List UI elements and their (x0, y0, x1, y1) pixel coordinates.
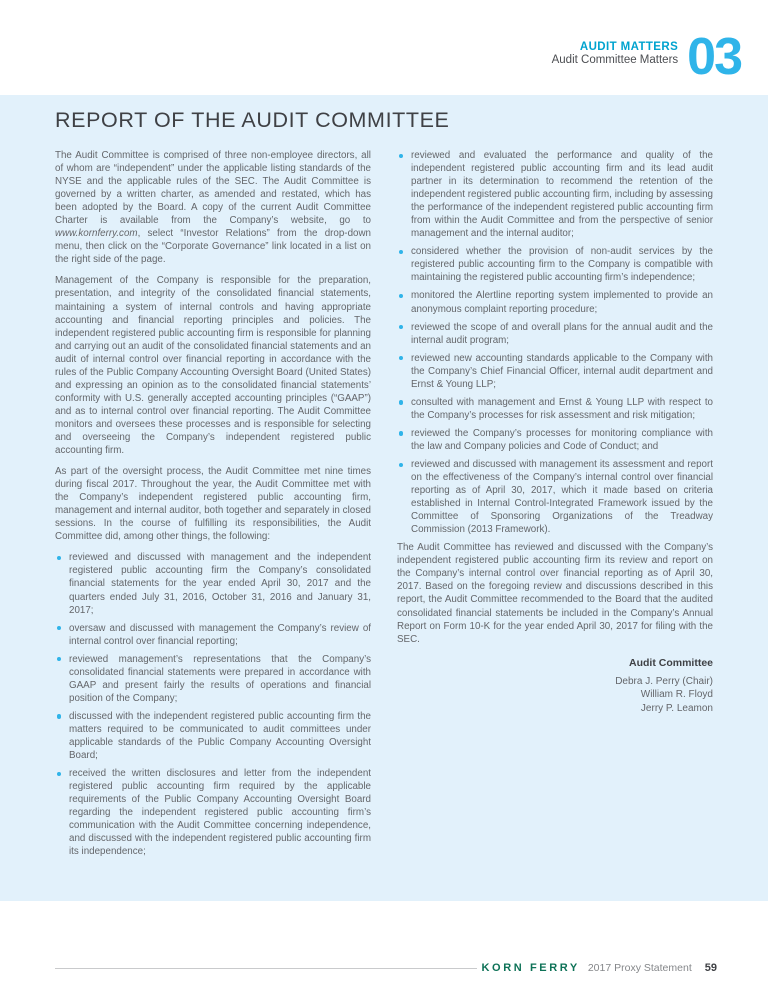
footer-rule (55, 968, 477, 969)
list-item: reviewed new accounting standards applicable to the Company with the Company’s Chief Financial Officer, internal audit department and Ernst & Young LLP; (397, 352, 713, 391)
paragraph-management-responsibility: Management of the Company is responsible for the preparation, presentation, and integrity of the consolidated financial statements, maintaining a system of internal controls and having appropriate accounting and financial reporting principles and policies. The independent registered public accounting firm is responsible for planning and carrying out an audit of the consolidated financial statements and an audit of internal control over financial reporting in accordance with the rules of the Public Company Accounting Oversight Board (United States) and expressing an opinion as to the consolidated financial statements’ conformity with U.S. generally accepted accounting principles (“GAAP”) and as to internal control over financial reporting. The Audit Committee monitors and oversees these processes and is responsible for selecting and overseeing the Company’s independent registered public accounting firm. (55, 275, 371, 457)
paragraph-oversight-process: As part of the oversight process, the Audit Committee met nine times during fiscal 2017. Throughout the year, the Audit Committee met with the Company’s independent registered public accounting firm, management and internal auditor, both together and separately in closed sessions. In the course of fulfilling its responsibilities, the Audit Committee did, among other things, the following: (55, 466, 371, 543)
signature-name: Jerry P. Leamon (640, 702, 713, 714)
list-item: reviewed and discussed with management its assessment and report on the effectiveness of the Company’s internal control over financial reporting as of April 30, 2017, which it made based on criteria established in Internal Control-Integrated Framework issued by the Committee of Sponsoring Organizations of the Treadway Commission (2013 Framework). (397, 458, 713, 536)
list-item: reviewed and evaluated the performance and quality of the independent registered public accounting firm and its lead audit partner in its determination to recommend the retention of the independent registered public accounting firm, including by assessing the performance of the independent registered public accounting firm from within the Audit Committee and from the perspective of senior management and the internal auditor; (397, 149, 713, 240)
paragraph-conclusion: The Audit Committee has reviewed and discussed with the Company’s independent registered public accounting firm its review and report on the Company’s internal control over financial reporting as of April 30, 2017. Based on the foregoing review and discussions described in this report, the Audit Committee recommended to the Board that the audited consolidated financial statements be included in the Company’s Annual Report on Form 10-K for the year ended April 30, 2017 for filing with the SEC. (397, 542, 713, 645)
section-header-labels (552, 36, 679, 66)
list-item: reviewed the Company’s processes for monitoring compliance with the law and Company policies and Code of Conduct; and (397, 427, 713, 453)
page-footer (55, 962, 717, 974)
bullet-list-right (397, 149, 713, 536)
section-number: 03 (687, 28, 741, 86)
list-item: monitored the Alertline reporting system implemented to provide an anonymous complaint reporting procedure; (397, 289, 713, 315)
brand-wordmark: KORN FERRY (481, 962, 580, 974)
right-column (397, 149, 713, 863)
page-number: 59 (704, 962, 717, 974)
left-column (55, 149, 371, 863)
list-item: reviewed management’s representations that the Company’s consolidated financial statements were prepared in accordance with GAAP and present fairly the results of operations and financial position of the Company; (55, 653, 371, 705)
two-column-body (55, 149, 713, 863)
report-title: REPORT OF THE AUDIT COMMITTEE (55, 108, 450, 132)
bullet-list-left (55, 551, 371, 858)
paragraph-charter (55, 149, 371, 266)
signature-heading: Audit Committee (629, 656, 713, 669)
website-link-text: www.kornferry.com (55, 228, 138, 240)
list-item: received the written disclosures and letter from the independent registered public accounting firm required by the applicable requirements of the Public Company Accounting Oversight Board regarding the independent registered public accounting firm’s communication with the Audit Committee concerning independence, and discussed with the independent registered public accounting firm its independence; (55, 767, 371, 858)
signature-block (397, 657, 713, 716)
list-item: considered whether the provision of non-audit services by the registered public accounting firm to the Company is compatible with maintaining the registered public accounting firm’s independence; (397, 245, 713, 284)
list-item: consulted with management and Ernst & Young LLP with respect to the Company’s processes for risk assessment and risk mitigation; (397, 396, 713, 422)
section-label: AUDIT MATTERS (579, 41, 679, 53)
list-item: reviewed the scope of and overall plans for the annual audit and the internal audit program; (397, 321, 713, 347)
signature-name: William R. Floyd (640, 689, 713, 701)
section-sublabel: Audit Committee Matters (551, 54, 679, 66)
paragraph-charter-text-after: , select “Investor Relations” from the drop-down menu, then click on the “Corporate Governance” link located in a list on the right side of the page. (55, 228, 371, 266)
list-item: reviewed and discussed with management and the independent registered public accounting firm the Company’s consolidated financial statements for the year ended April 30, 2017 and the quarters ended July 31, 2016, October 31, 2016 and January 31, 2017; (55, 551, 371, 616)
signature-name: Debra J. Perry (Chair) (615, 675, 713, 687)
content-band (0, 95, 768, 901)
page-header (551, 28, 741, 86)
list-item: oversaw and discussed with management the Company’s review of internal control over financial reporting; (55, 622, 371, 648)
document-title: 2017 Proxy Statement (587, 962, 692, 974)
paragraph-charter-text: The Audit Committee is comprised of three non-employee directors, all of whom are “independent” under the applicable listing standards of the NYSE and the applicable rules of the SEC. The Audit Committee is governed by a written charter, as amended and restated, which has been adopted by the Board. A copy of the current Audit Committee Charter is available from the Company’s website, go to (55, 150, 371, 227)
list-item: discussed with the independent registered public accounting firm the matters required to be communicated to audit committees under applicable standards of the Public Company Accounting Oversight Board; (55, 710, 371, 762)
